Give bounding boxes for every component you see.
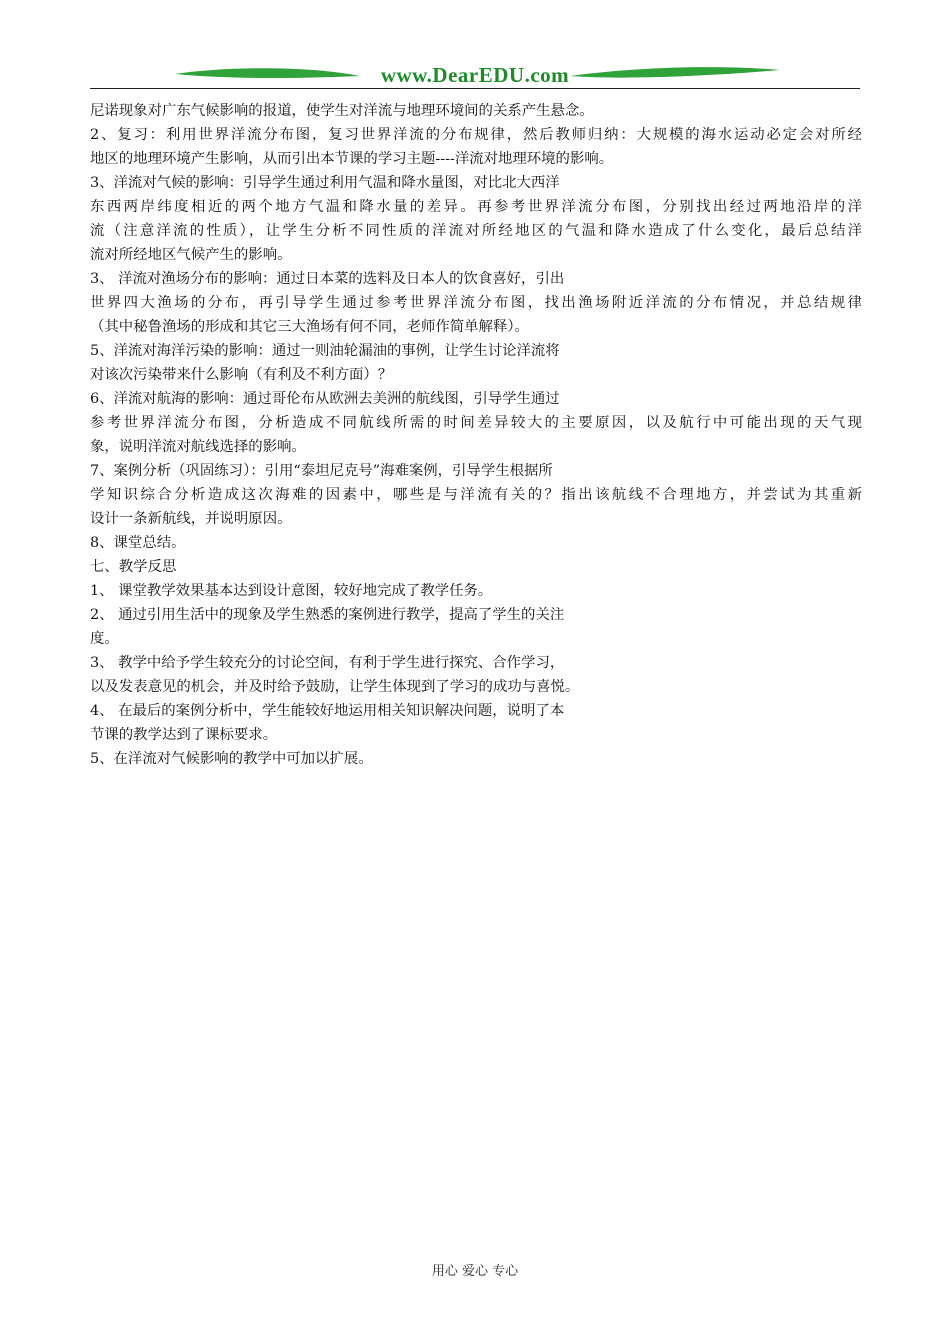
text-line: 东西两岸纬度相近的两个地方气温和降水量的差异。再参考世界洋流分布图，分别找出经过两地沿岸的洋: [90, 199, 862, 215]
text-line: 以及发表意见的机会，并及时给予鼓励，让学生体现到了学习的成功与喜悦。: [90, 679, 580, 695]
text-line: （其中秘鲁渔场的形成和其它三大渔场有何不同，老师作简单解释）。: [90, 319, 529, 335]
text-line: 参考世界洋流分布图，分析造成不同航线所需的时间差异较大的主要原因，以及航行中可能出现的天气现: [90, 415, 862, 431]
text-line: 流（注意洋流的性质），让学生分析不同性质的洋流对所经地区的气温和降水造成了什么变化，最后总结洋: [90, 223, 862, 239]
text-line: 世界四大渔场的分布，再引导学生通过参考世界洋流分布图，找出渔场附近洋流的分布情况，并总结规律: [90, 295, 862, 311]
header-divider: [90, 88, 860, 89]
site-logo-text: www.DearEDU.com: [380, 63, 570, 87]
text-line: 度。: [90, 631, 119, 647]
text-line: 七、教学反思: [90, 559, 177, 575]
text-line: 对该次污染带来什么影响（有利及不利方面）？: [90, 367, 393, 383]
text-line: 地区的地理环境产生影响，从而引出本节课的学习主题----洋流对地理环境的影响。: [90, 151, 614, 167]
text-line: 尼诺现象对广东气候影响的报道，使学生对洋流与地理环境间的关系产生悬念。: [90, 103, 594, 119]
text-line: 流对所经地区气候产生的影响。: [90, 247, 292, 263]
text-line: 6、洋流对航海的影响：通过哥伦布从欧洲去美洲的航线图，引导学生通过: [90, 391, 560, 407]
text-line: 3、 洋流对渔场分布的影响：通过日本菜的选料及日本人的饮食喜好，引出: [90, 271, 565, 287]
page-footer: 用心 爱心 专心: [431, 1264, 519, 1279]
text-line: 2、复习：利用世界洋流分布图，复习世界洋流的分布规律，然后教师归纳：大规模的海水运动必定会对所经: [90, 127, 862, 143]
text-line: 5、洋流对海洋污染的影响：通过一则油轮漏油的事例，让学生讨论洋流将: [90, 343, 560, 359]
text-line: 1、 课堂教学效果基本达到设计意图，较好地完成了教学任务。: [90, 583, 493, 599]
text-line: 学知识综合分析造成这次海难的因素中，哪些是与洋流有关的？指出该航线不合理地方，并尝试为其重新: [90, 487, 862, 503]
text-line: 5、在洋流对气候影响的教学中可加以扩展。: [90, 751, 373, 767]
text-line: 象，说明洋流对航线选择的影响。: [90, 439, 306, 455]
text-line: 节课的教学达到了课标要求。: [90, 727, 278, 743]
text-line: 2、 通过引用生活中的现象及学生熟悉的案例进行教学，提高了学生的关注: [90, 607, 565, 623]
text-line: 7、案例分析（巩固练习）：引用“泰坦尼克号”海难案例，引导学生根据所: [90, 463, 553, 479]
text-line: 8、课堂总结。: [90, 535, 186, 551]
text-line: 设计一条新航线，并说明原因。: [90, 511, 292, 527]
text-line: 3、 教学中给予学生较充分的讨论空间，有利于学生进行探究、合作学习，: [90, 655, 565, 671]
document-body: [90, 99, 862, 771]
text-line: 3、洋流对气候的影响：引导学生通过利用气温和降水量图，对比北大西洋: [90, 175, 560, 191]
text-line: 4、 在最后的案例分析中，学生能较好地运用相关知识解决问题，说明了本: [90, 703, 565, 719]
